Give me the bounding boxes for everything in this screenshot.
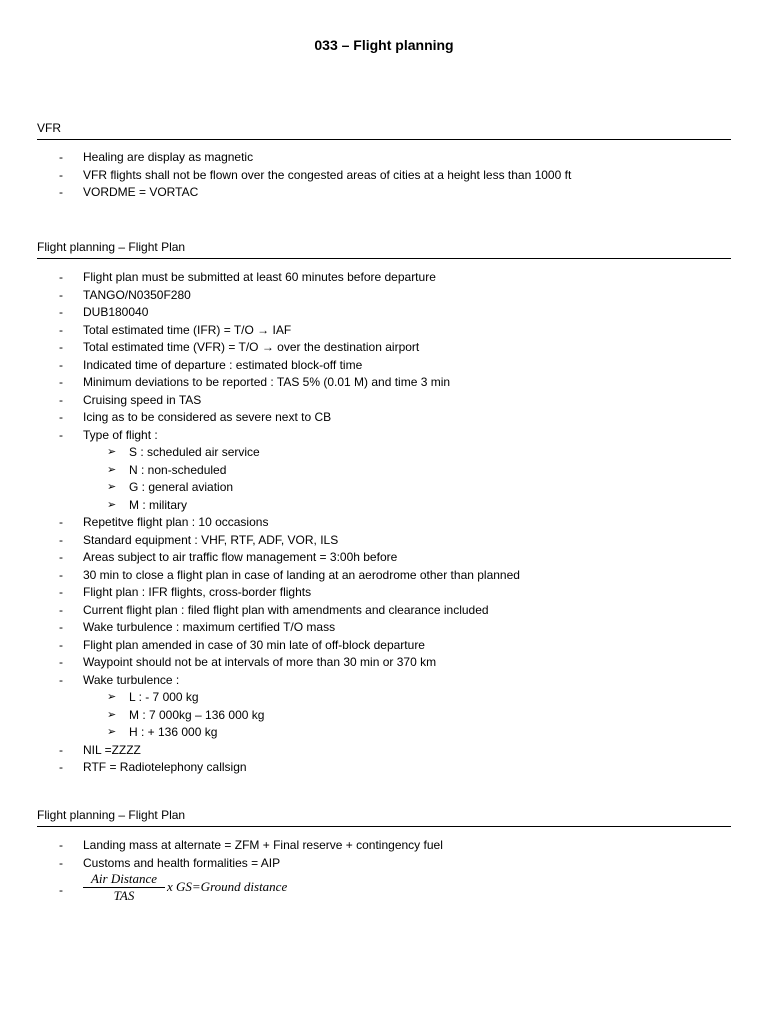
- bullet-dash: -: [59, 305, 63, 319]
- page-title: 033 – Flight planning: [314, 37, 454, 53]
- item-text: Minimum deviations to be reported : TAS 5% (0.01 M) and time 3 min: [83, 375, 451, 389]
- list-item: [37, 672, 731, 690]
- bullet-dash: -: [59, 322, 63, 337]
- section-heading: Flight planning – Flight Plan: [37, 808, 731, 827]
- list-item: [37, 514, 731, 532]
- arrow-bullet-icon: ➢: [107, 726, 117, 738]
- list-item: [37, 602, 731, 620]
- section-flight-plan: [37, 240, 731, 777]
- item-text: Flight plan must be submitted at least 60 minutes before departure: [83, 270, 436, 284]
- list-item: [37, 532, 731, 550]
- arrow-bullet-icon: ➢: [107, 446, 117, 458]
- item-text: Type of flight :: [83, 427, 158, 442]
- list-item: [37, 322, 731, 340]
- list-item: [37, 549, 731, 567]
- item-text: H : + 136 000 kg: [129, 725, 218, 739]
- bullet-dash: -: [59, 567, 63, 582]
- item-text: M : military: [129, 497, 187, 512]
- item-text: Healing are display as magnetic: [83, 150, 254, 164]
- item-text: N : non-scheduled: [129, 462, 227, 477]
- sub-list-item: [37, 707, 731, 725]
- item-text: NIL =ZZZZ: [83, 742, 141, 757]
- list-item: [37, 392, 731, 410]
- bullet-dash: -: [59, 838, 63, 852]
- bullet-list: [37, 837, 731, 872]
- list-item: [37, 374, 731, 392]
- sub-list-item: [37, 497, 731, 515]
- item-text: Current flight plan : filed flight plan with amendments and clearance included: [83, 602, 489, 617]
- list-item: [37, 759, 731, 777]
- bullet-dash: -: [59, 427, 63, 442]
- item-text: Repetitve flight plan : 10 occasions: [83, 515, 269, 529]
- item-text: TANGO/N0350F280: [83, 287, 191, 302]
- list-item: [37, 357, 731, 375]
- item-text: RTF = Radiotelephony callsign: [83, 760, 247, 774]
- formula-rest: x GS=Ground distance: [167, 879, 288, 894]
- bullet-dash: -: [59, 340, 63, 354]
- item-text: S : scheduled air service: [129, 445, 260, 459]
- item-text: Wake turbulence :: [83, 672, 180, 687]
- item-text: Wake turbulence : maximum certified T/O mass: [83, 620, 336, 634]
- section-flight-plan-2: [37, 808, 731, 910]
- bullet-dash: -: [59, 375, 63, 389]
- list-item: [37, 837, 731, 855]
- bullet-dash: -: [59, 585, 63, 599]
- bullet-dash: -: [59, 185, 63, 199]
- item-text: Flight plan : IFR flights, cross-border flights: [83, 585, 312, 599]
- item-text: 30 min to close a flight plan in case of landing at an aerodrome other than planned: [83, 567, 520, 582]
- bullet-dash: -: [59, 855, 63, 870]
- item-text: L : - 7 000 kg: [129, 690, 199, 704]
- arrow-bullet-icon: ➢: [107, 708, 117, 721]
- list-item: [37, 619, 731, 637]
- item-text: M : 7 000kg – 136 000 kg: [129, 707, 265, 722]
- bullet-dash: -: [59, 883, 63, 897]
- bullet-dash: -: [59, 760, 63, 774]
- arrow-bullet-icon: ➢: [107, 463, 117, 476]
- list-item: [37, 742, 731, 760]
- item-text: Icing as to be considered as severe next to CB: [83, 410, 332, 424]
- sub-list-item: [37, 444, 731, 462]
- bullet-list: [37, 149, 731, 202]
- bullet-dash: -: [59, 515, 63, 529]
- bullet-dash: -: [59, 150, 63, 164]
- bullet-dash: -: [59, 167, 63, 182]
- list-item: [37, 167, 731, 185]
- item-text: VFR flights shall not be flown over the congested areas of cities at a height less than 1000 ft: [83, 167, 572, 182]
- sub-list-item: [37, 479, 731, 497]
- section-heading: VFR: [37, 121, 731, 140]
- sub-list-item: [37, 689, 731, 707]
- list-item: [37, 269, 731, 287]
- item-text: Flight plan amended in case of 30 min late of off-block departure: [83, 637, 425, 652]
- item-text: Total estimated time (IFR) = T/O → IAF: [83, 322, 292, 337]
- bullet-dash: -: [59, 602, 63, 617]
- item-text: Indicated time of departure : estimated block-off time: [83, 357, 363, 372]
- list-item: [37, 855, 731, 873]
- list-item: [37, 409, 731, 427]
- arrow-bullet-icon: ➢: [107, 481, 117, 493]
- item-text: Areas subject to air traffic flow management = 3:00h before: [83, 550, 398, 564]
- bullet-list: [37, 269, 731, 777]
- formula-numerator: Air Distance: [90, 871, 158, 886]
- sub-list-item: [37, 462, 731, 480]
- bullet-dash: -: [59, 270, 63, 284]
- formula-item: [37, 871, 731, 910]
- item-text: G : general aviation: [129, 480, 234, 494]
- bullet-dash: -: [59, 410, 63, 424]
- list-item: [37, 654, 731, 672]
- bullet-dash: -: [59, 550, 63, 564]
- bullet-dash: -: [59, 287, 63, 302]
- list-item: [37, 637, 731, 655]
- list-item: [37, 149, 731, 167]
- list-item: [37, 427, 731, 445]
- bullet-dash: -: [59, 742, 63, 757]
- item-text: Landing mass at alternate = ZFM + Final reserve + contingency fuel: [83, 838, 443, 852]
- list-item: [37, 304, 731, 322]
- bullet-dash: -: [59, 637, 63, 652]
- bullet-dash: -: [59, 532, 63, 547]
- list-item: [37, 567, 731, 585]
- bullet-dash: -: [59, 357, 63, 372]
- arrow-bullet-icon: ➢: [107, 498, 117, 511]
- formula-denominator: TAS: [113, 888, 135, 903]
- item-text: Cruising speed in TAS: [83, 392, 202, 407]
- item-text: Standard equipment : VHF, RTF, ADF, VOR, ILS: [83, 532, 339, 547]
- bullet-dash: -: [59, 655, 63, 669]
- list-item: [37, 584, 731, 602]
- bullet-dash: -: [59, 392, 63, 407]
- item-text: DUB180040: [83, 305, 149, 319]
- list-item: [37, 287, 731, 305]
- list-item: [37, 184, 731, 202]
- list-item: [37, 339, 731, 357]
- arrow-bullet-icon: ➢: [107, 691, 117, 703]
- bullet-dash: -: [59, 620, 63, 634]
- item-text: Customs and health formalities = AIP: [83, 855, 281, 870]
- section-vfr: [37, 121, 731, 202]
- item-text: VORDME = VORTAC: [83, 185, 199, 199]
- item-text: Total estimated time (VFR) = T/O → over the destination airport: [83, 340, 420, 354]
- bullet-dash: -: [59, 672, 63, 687]
- sub-list-item: [37, 724, 731, 742]
- item-text: Waypoint should not be at intervals of more than 30 min or 370 km: [83, 655, 437, 669]
- section-heading: Flight planning – Flight Plan: [37, 240, 731, 259]
